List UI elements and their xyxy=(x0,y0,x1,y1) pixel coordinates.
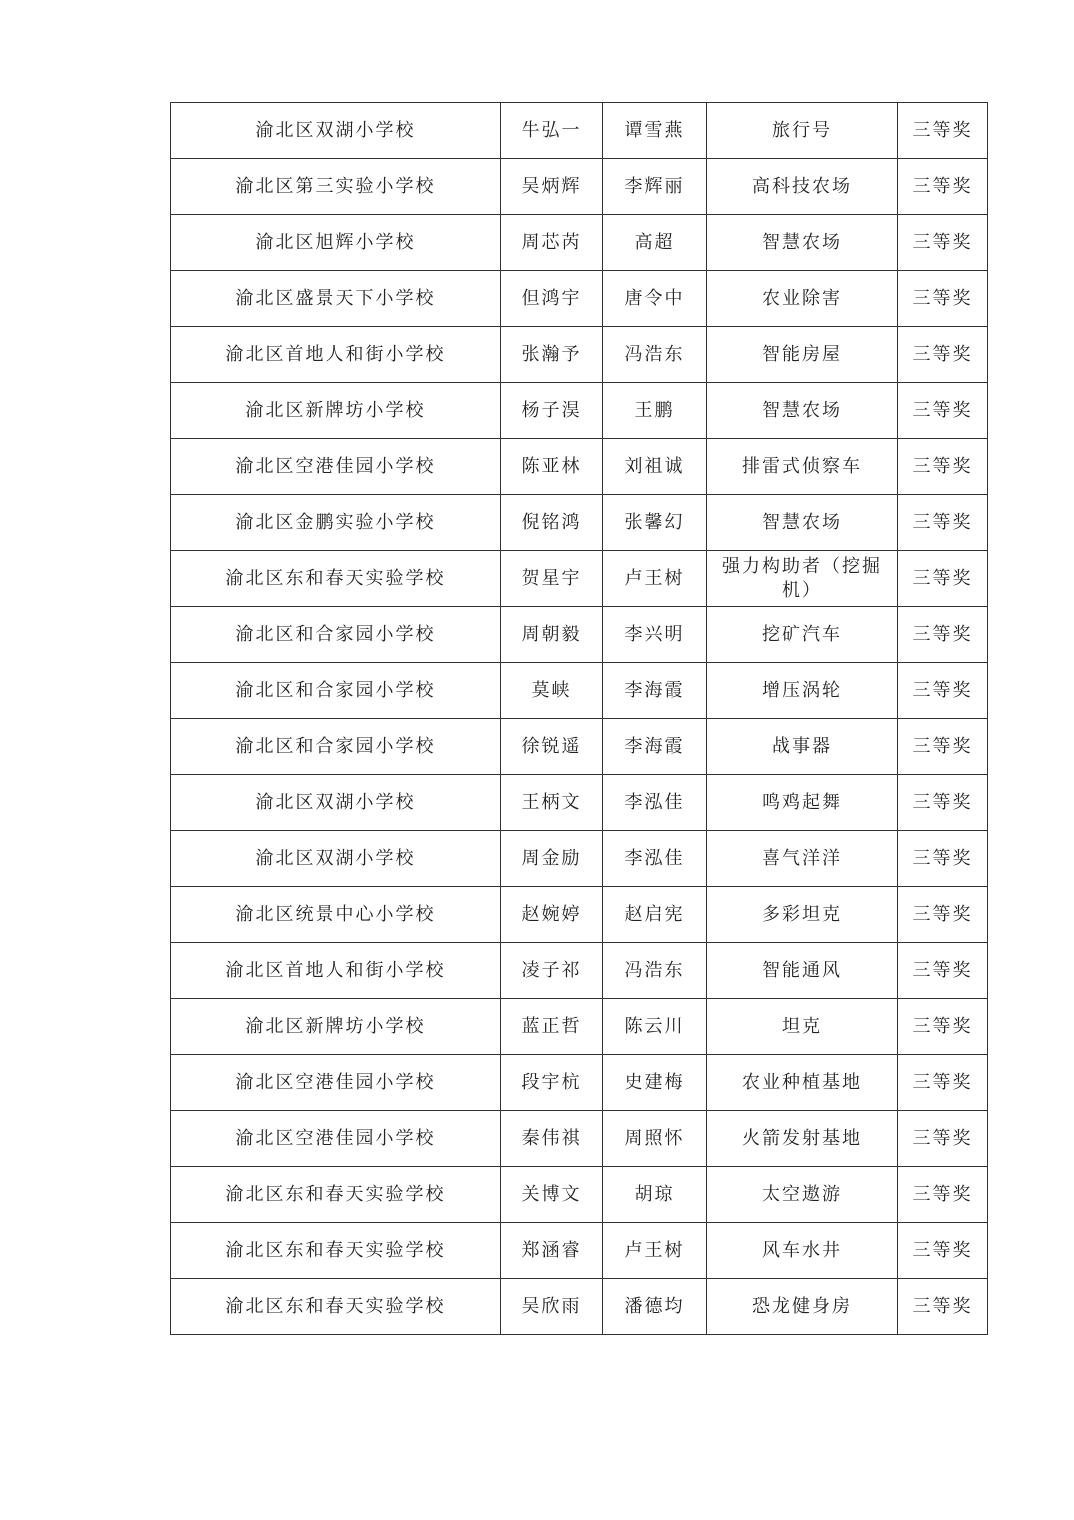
work-title-cell: 旅行号 xyxy=(707,103,898,159)
award-cell: 三等奖 xyxy=(898,999,988,1055)
teacher-name-cell: 卢王树 xyxy=(603,551,707,607)
teacher-name-cell: 李兴明 xyxy=(603,607,707,663)
award-cell: 三等奖 xyxy=(898,943,988,999)
table-row xyxy=(171,495,988,551)
school-cell: 渝北区第三实验小学校 xyxy=(171,159,501,215)
table-row xyxy=(171,1055,988,1111)
award-cell: 三等奖 xyxy=(898,1223,988,1279)
work-title-cell: 智慧农场 xyxy=(707,495,898,551)
table-row xyxy=(171,1111,988,1167)
award-cell: 三等奖 xyxy=(898,887,988,943)
table-row xyxy=(171,383,988,439)
award-cell: 三等奖 xyxy=(898,1167,988,1223)
table-row xyxy=(171,663,988,719)
student-name-cell: 吴欣雨 xyxy=(501,1279,603,1335)
work-title-cell: 鸣鸡起舞 xyxy=(707,775,898,831)
student-name-cell: 凌子祁 xyxy=(501,943,603,999)
table-row xyxy=(171,159,988,215)
teacher-name-cell: 卢王树 xyxy=(603,1223,707,1279)
award-cell: 三等奖 xyxy=(898,1055,988,1111)
school-cell: 渝北区双湖小学校 xyxy=(171,103,501,159)
student-name-cell: 但鸿宇 xyxy=(501,271,603,327)
teacher-name-cell: 张馨幻 xyxy=(603,495,707,551)
table-row xyxy=(171,1167,988,1223)
award-cell: 三等奖 xyxy=(898,103,988,159)
table-row xyxy=(171,999,988,1055)
work-title-cell: 多彩坦克 xyxy=(707,887,898,943)
teacher-name-cell: 唐令中 xyxy=(603,271,707,327)
teacher-name-cell: 王鹏 xyxy=(603,383,707,439)
school-cell: 渝北区空港佳园小学校 xyxy=(171,1055,501,1111)
school-cell: 渝北区和合家园小学校 xyxy=(171,607,501,663)
table-row xyxy=(171,215,988,271)
table-row xyxy=(171,1223,988,1279)
award-cell: 三等奖 xyxy=(898,383,988,439)
work-title-cell: 增压涡轮 xyxy=(707,663,898,719)
teacher-name-cell: 陈云川 xyxy=(603,999,707,1055)
table-row xyxy=(171,719,988,775)
table-row xyxy=(171,887,988,943)
work-title-cell: 智慧农场 xyxy=(707,383,898,439)
school-cell: 渝北区双湖小学校 xyxy=(171,831,501,887)
work-title-cell: 高科技农场 xyxy=(707,159,898,215)
teacher-name-cell: 冯浩东 xyxy=(603,943,707,999)
award-cell: 三等奖 xyxy=(898,495,988,551)
teacher-name-cell: 李海霞 xyxy=(603,719,707,775)
student-name-cell: 周朝毅 xyxy=(501,607,603,663)
school-cell: 渝北区首地人和街小学校 xyxy=(171,943,501,999)
table-row xyxy=(171,327,988,383)
teacher-name-cell: 胡琼 xyxy=(603,1167,707,1223)
student-name-cell: 倪铭鸿 xyxy=(501,495,603,551)
student-name-cell: 周金励 xyxy=(501,831,603,887)
school-cell: 渝北区新牌坊小学校 xyxy=(171,383,501,439)
award-cell: 三等奖 xyxy=(898,719,988,775)
work-title-cell: 智能通风 xyxy=(707,943,898,999)
school-cell: 渝北区盛景天下小学校 xyxy=(171,271,501,327)
student-name-cell: 贺星宇 xyxy=(501,551,603,607)
award-cell: 三等奖 xyxy=(898,551,988,607)
school-cell: 渝北区新牌坊小学校 xyxy=(171,999,501,1055)
table-row xyxy=(171,943,988,999)
award-cell: 三等奖 xyxy=(898,775,988,831)
work-title-cell: 风车水井 xyxy=(707,1223,898,1279)
work-title-cell: 排雷式侦察车 xyxy=(707,439,898,495)
student-name-cell: 关博文 xyxy=(501,1167,603,1223)
student-name-cell: 陈亚林 xyxy=(501,439,603,495)
school-cell: 渝北区空港佳园小学校 xyxy=(171,1111,501,1167)
award-cell: 三等奖 xyxy=(898,1279,988,1335)
teacher-name-cell: 高超 xyxy=(603,215,707,271)
teacher-name-cell: 潘德均 xyxy=(603,1279,707,1335)
student-name-cell: 张瀚予 xyxy=(501,327,603,383)
work-title-cell: 坦克 xyxy=(707,999,898,1055)
work-title-cell: 智能房屋 xyxy=(707,327,898,383)
teacher-name-cell: 李泓佳 xyxy=(603,775,707,831)
school-cell: 渝北区首地人和街小学校 xyxy=(171,327,501,383)
table-row xyxy=(171,551,988,607)
work-title-cell: 太空遨游 xyxy=(707,1167,898,1223)
school-cell: 渝北区双湖小学校 xyxy=(171,775,501,831)
student-name-cell: 秦伟祺 xyxy=(501,1111,603,1167)
school-cell: 渝北区东和春天实验学校 xyxy=(171,1223,501,1279)
school-cell: 渝北区金鹏实验小学校 xyxy=(171,495,501,551)
student-name-cell: 杨子淏 xyxy=(501,383,603,439)
table-row xyxy=(171,103,988,159)
teacher-name-cell: 李泓佳 xyxy=(603,831,707,887)
teacher-name-cell: 刘祖诚 xyxy=(603,439,707,495)
work-title-cell: 农业种植基地 xyxy=(707,1055,898,1111)
school-cell: 渝北区旭辉小学校 xyxy=(171,215,501,271)
work-title-cell: 挖矿汽车 xyxy=(707,607,898,663)
work-title-cell: 喜气洋洋 xyxy=(707,831,898,887)
award-cell: 三等奖 xyxy=(898,1111,988,1167)
teacher-name-cell: 李海霞 xyxy=(603,663,707,719)
school-cell: 渝北区东和春天实验学校 xyxy=(171,1167,501,1223)
table-row xyxy=(171,607,988,663)
awards-table xyxy=(170,102,988,1335)
award-cell: 三等奖 xyxy=(898,215,988,271)
student-name-cell: 莫峡 xyxy=(501,663,603,719)
student-name-cell: 郑涵睿 xyxy=(501,1223,603,1279)
school-cell: 渝北区和合家园小学校 xyxy=(171,719,501,775)
teacher-name-cell: 谭雪燕 xyxy=(603,103,707,159)
teacher-name-cell: 史建梅 xyxy=(603,1055,707,1111)
awards-table-body xyxy=(171,103,988,1335)
teacher-name-cell: 李辉丽 xyxy=(603,159,707,215)
table-row xyxy=(171,831,988,887)
school-cell: 渝北区统景中心小学校 xyxy=(171,887,501,943)
teacher-name-cell: 周照怀 xyxy=(603,1111,707,1167)
table-row xyxy=(171,271,988,327)
student-name-cell: 徐锐遥 xyxy=(501,719,603,775)
school-cell: 渝北区和合家园小学校 xyxy=(171,663,501,719)
student-name-cell: 王柄文 xyxy=(501,775,603,831)
school-cell: 渝北区东和春天实验学校 xyxy=(171,551,501,607)
award-cell: 三等奖 xyxy=(898,327,988,383)
work-title-cell: 强力构助者（挖掘机） xyxy=(707,551,898,607)
student-name-cell: 周芯芮 xyxy=(501,215,603,271)
award-cell: 三等奖 xyxy=(898,607,988,663)
teacher-name-cell: 赵启宪 xyxy=(603,887,707,943)
award-cell: 三等奖 xyxy=(898,271,988,327)
student-name-cell: 蓝正哲 xyxy=(501,999,603,1055)
work-title-cell: 恐龙健身房 xyxy=(707,1279,898,1335)
award-cell: 三等奖 xyxy=(898,159,988,215)
table-row xyxy=(171,775,988,831)
work-title-cell: 智慧农场 xyxy=(707,215,898,271)
school-cell: 渝北区空港佳园小学校 xyxy=(171,439,501,495)
award-cell: 三等奖 xyxy=(898,831,988,887)
table-row xyxy=(171,1279,988,1335)
work-title-cell: 战事器 xyxy=(707,719,898,775)
student-name-cell: 段宇杭 xyxy=(501,1055,603,1111)
teacher-name-cell: 冯浩东 xyxy=(603,327,707,383)
table-row xyxy=(171,439,988,495)
student-name-cell: 牛弘一 xyxy=(501,103,603,159)
award-cell: 三等奖 xyxy=(898,663,988,719)
award-cell: 三等奖 xyxy=(898,439,988,495)
work-title-cell: 农业除害 xyxy=(707,271,898,327)
student-name-cell: 吴炳辉 xyxy=(501,159,603,215)
school-cell: 渝北区东和春天实验学校 xyxy=(171,1279,501,1335)
student-name-cell: 赵婉婷 xyxy=(501,887,603,943)
work-title-cell: 火箭发射基地 xyxy=(707,1111,898,1167)
